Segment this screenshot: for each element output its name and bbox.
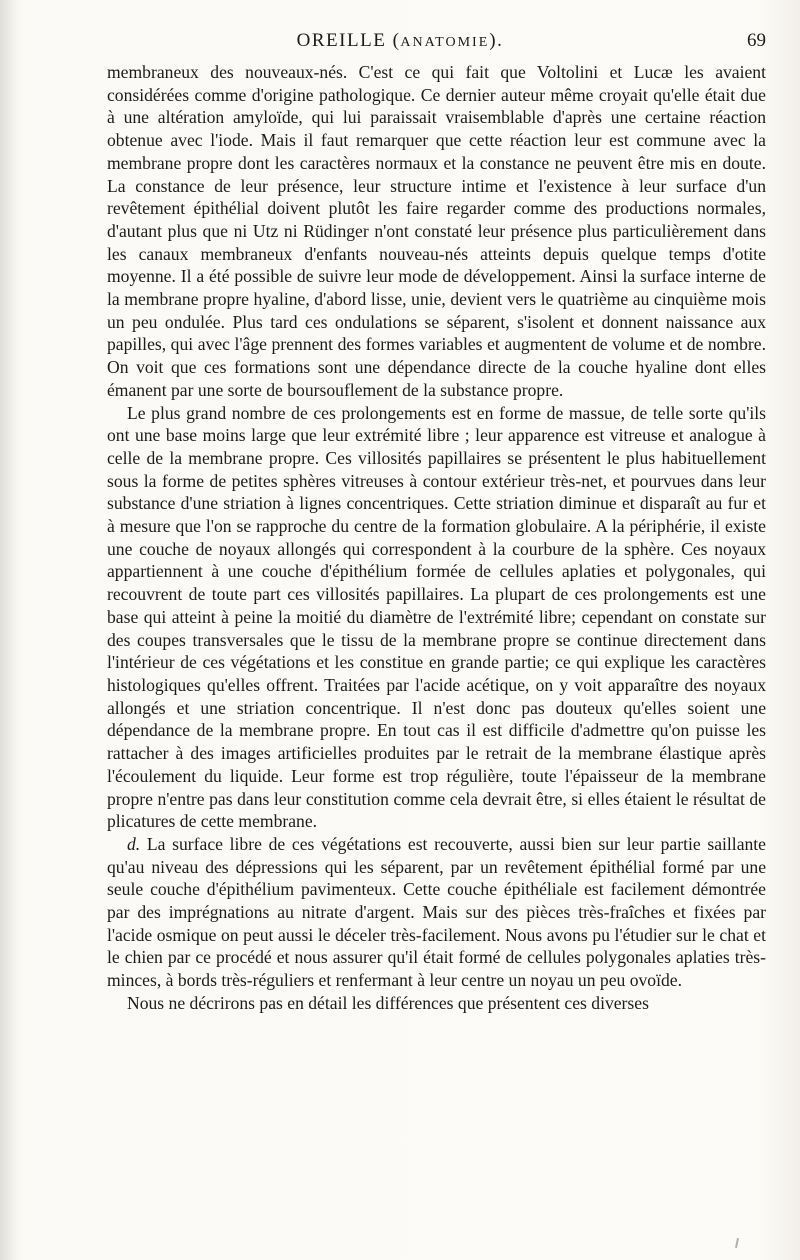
- paragraph-3-marker: d.: [127, 833, 141, 854]
- paragraph-2-text: Le plus grand nombre de ces prolongements est en forme de massue, de telle sorte qu'ils ont une base moins large que leur extrémité libre ; leur apparence est vitreuse et analogue à celle de la membrane propre. Ces villosités papillaires se présentent le plus habituellement sous la forme de petites sphères vitreuses à contour extérieur très-net, et pourvues dans leur substance d'une striation à lignes concentriques. Cette striation diminue et disparaît au fur et à mesure que l'on se rapproche du centre de la formation globulaire. A la périphérie, il existe une couche de noyaux allongés qui correspondent à la courbure de la sphère. Ces noyaux appartiennent à une couche d'épithélium formée de cellules aplaties et polygonales, qui recouvrent de toute part ces villosités papillaires. La plupart de ces prolongements est une base qui atteint à peine la moitié du diamètre de l'extrémité libre; cependant on constate sur des coupes transversales que le tissu de la membrane propre se continue directement dans l'intérieur de ces végétations et les constitue en grande partie; ce qui explique les caractères histologiques qu'elles offrent. Traitées par l'acide acétique, on y voit apparaître des noyaux allongés et une striation concentrique. Il n'est donc pas douteux qu'elles soient une dépendance de la membrane propre. En tout cas il est difficile d'admettre qu'on puisse les rattacher à des images artificielles produites par le retrait de la membrane élastique après l'écoulement du liquide. Leur forme est trop régulière, toute l'épaisseur de la membrane propre n'entre pas dans leur constitution comme cela devrait être, si elles étaient le résultat de plicatures de cette membrane.: [107, 402, 766, 832]
- paragraph-3-text: La surface libre de ces végétations est recouverte, aussi bien sur leur partie saillante qu'au niveau des dépressions qui les séparent, par un revêtement épithélial formé par une seule couche d'épithélium pavimenteux. Cette couche épithéliale est facilement démontrée par des imprégnations au nitrate d'argent. Mais sur des pièces très-fraîches et fixées par l'acide osmique on peut aussi le déceler très-facilement. Nous avons pu l'étudier sur le chat et le chien par ce procédé et nous assurer qu'il était formé de cellules polygonales aplaties très-minces, à bords très-réguliers et renfermant à leur centre un noyau un peu ovoïde.: [107, 833, 766, 991]
- paragraph-2: [107, 402, 766, 833]
- page-header: [0, 30, 800, 58]
- page-number: 69: [747, 30, 766, 51]
- running-title-open: (: [386, 30, 401, 51]
- running-title-close: ).: [489, 30, 504, 51]
- paragraph-3: [107, 833, 766, 992]
- body-text: [107, 61, 766, 1015]
- running-title-main: OREILLE: [296, 30, 387, 51]
- running-title-subtitle: ANATOMIE: [400, 35, 490, 50]
- paragraph-1: [107, 61, 766, 402]
- paragraph-4: [107, 992, 766, 1015]
- running-title: [0, 30, 800, 52]
- printing-mark: [735, 1238, 739, 1248]
- paragraph-4-text: Nous ne décrirons pas en détail les différences que présentent ces diverses: [127, 992, 649, 1013]
- paragraph-1-text: membraneux des nouveaux-nés. C'est ce qui fait que Voltolini et Lucæ les avaient considérées comme d'origine pathologique. Ce dernier auteur même croyait qu'elle était due à une altération amyloïde, qui lui paraissait vraisemblable d'après une certaine réaction obtenue avec l'iode. Mais il faut remarquer que cette réaction leur est commune avec la membrane propre dont les caractères normaux et la constance ne peuvent être mis en doute. La constance de leur présence, leur structure intime et l'existence à leur surface d'un revêtement épithélial doivent plutôt les faire regarder comme des productions normales, d'autant plus que ni Utz ni Rüdinger n'ont constaté leur présence plus particulièrement dans les canaux membraneux d'enfants nouveau-nés atteints depuis quelque temps d'otite moyenne. Il a été possible de suivre leur mode de développement. Ainsi la surface interne de la membrane propre hyaline, d'abord lisse, unie, devient vers le quatrième au cinquième mois un peu ondulée. Plus tard ces ondulations se séparent, s'isolent et donnent naissance aux papilles, qui avec l'âge prennent des formes variables et augmentent de volume et de nombre. On voit que ces formations sont une dépendance directe de la couche hyaline dont elles émanent par une sorte de boursouflement de la substance propre.: [107, 62, 766, 400]
- page-edge-shadow: [0, 0, 18, 1260]
